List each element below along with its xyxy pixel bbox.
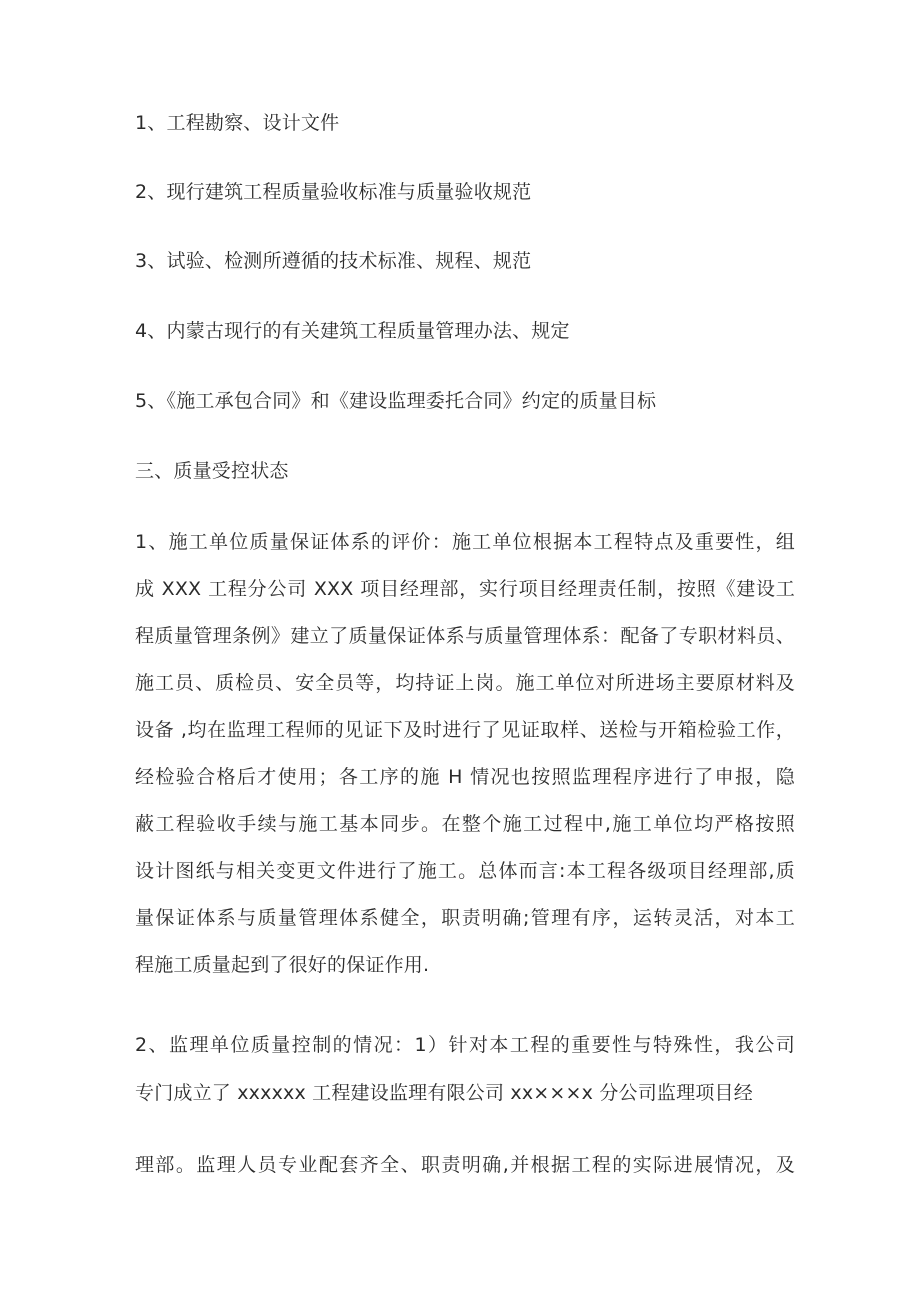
list-item-4: 4、内蒙古现行的有关建筑工程质量管理办法、规定: [135, 320, 570, 342]
paragraph-1-line: 量保证体系与质量管理体系健全，职责明确;管理有序，运转灵活，对本工: [135, 907, 795, 929]
paragraph-1-line: 程质量管理条例》建立了质量保证体系与质量管理体系：配备了专职材料员、: [135, 625, 795, 647]
paragraph-2-line: 2、监理单位质量控制的情况：1）针对本工程的重要性与特殊性，我公司: [135, 1034, 795, 1056]
paragraph-1-line: 经检验合格后才使用；各工序的施 H 情况也按照监理程序进行了申报，隐: [135, 766, 795, 788]
paragraph-1-line: 设计图纸与相关变更文件进行了施工。总体而言:本工程各级项目经理部,质: [135, 860, 795, 882]
paragraph-3-line: 理部。监理人员专业配套齐全、职责明确,并根据工程的实际进展情况，及: [135, 1154, 795, 1176]
paragraph-1-line: 程施工质量起到了很好的保证作用.: [135, 954, 430, 976]
list-item-2: 2、现行建筑工程质量验收标准与质量验收规范: [135, 181, 532, 203]
paragraph-1-line: 设备 ,均在监理工程师的见证下及时进行了见证取样、送检与开箱检验工作，: [135, 719, 795, 741]
paragraph-1-line: 蔽工程验收手续与施工基本同步。在整个施工过程中,施工单位均严格按照: [135, 813, 795, 835]
paragraph-1-line: 施工员、质检员、安全员等，均持证上岗。施工单位对所进场主要原材料及: [135, 672, 795, 694]
paragraph-2-line: 专门成立了 xxxxxx 工程建设监理有限公司 xx×××x 分公司监理项目经: [135, 1082, 753, 1104]
list-item-3: 3、试验、检测所遵循的技术标准、规程、规范: [135, 250, 532, 272]
section-heading: 三、质量受控状态: [135, 460, 289, 482]
paragraph-1-line: 成 XXX 工程分公司 XXX 项目经理部，实行项目经理责任制，按照《建设工: [135, 578, 795, 600]
paragraph-1-line: 1、施工单位质量保证体系的评价：施工单位根据本工程特点及重要性，组: [135, 531, 795, 553]
list-item-5: 5、《施工承包合同》和《建设监理委托合同》约定的质量目标: [135, 390, 657, 412]
list-item-1: 1、工程勘察、设计文件: [135, 112, 340, 134]
